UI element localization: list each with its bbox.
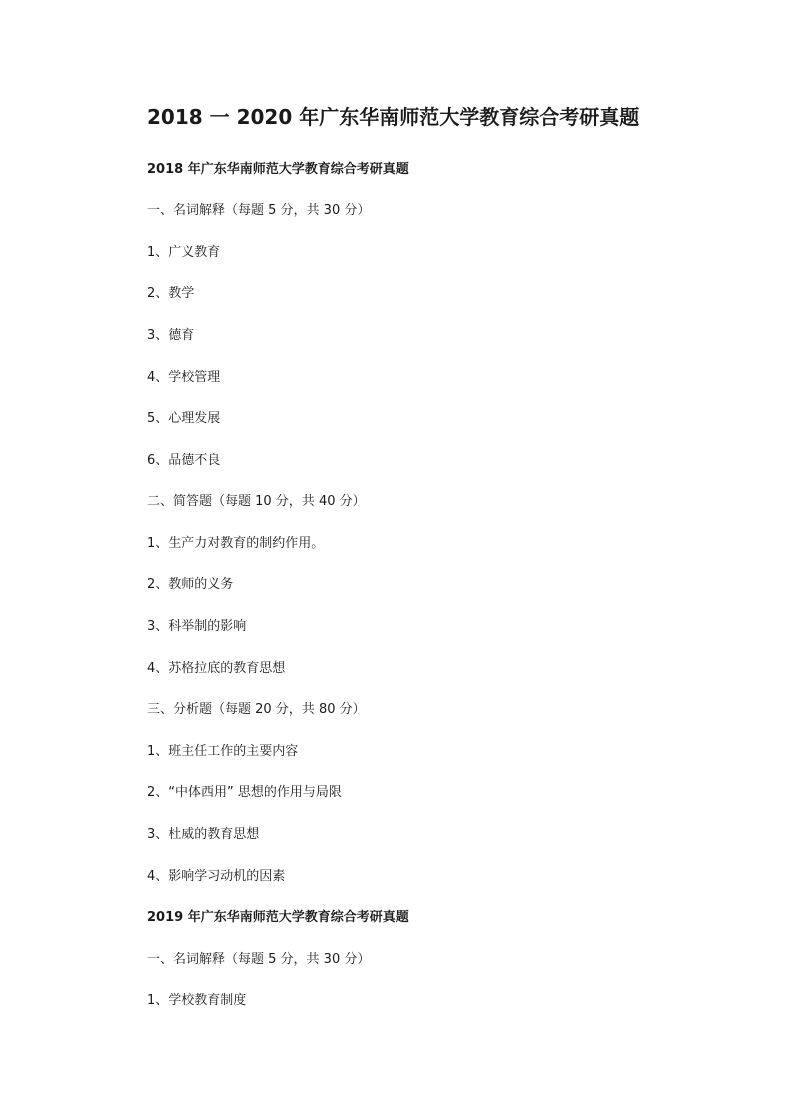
question-item: 3、德育 — [147, 328, 195, 343]
question-item: 6、品德不良 — [147, 453, 221, 468]
question-group-heading: 一、名词解释（每题 5 分，共 30 分） — [147, 952, 371, 967]
question-item: 1、学校教育制度 — [147, 993, 247, 1008]
question-item: 4、苏格拉底的教育思想 — [147, 661, 286, 676]
document-title: 2018 一 2020 年广东华南师范大学教育综合考研真题 — [147, 105, 640, 129]
section-heading-2019: 2019 年广东华南师范大学教育综合考研真题 — [147, 910, 409, 925]
question-item: 3、科举制的影响 — [147, 619, 247, 634]
section-heading-2018: 2018 年广东华南师范大学教育综合考研真题 — [147, 162, 409, 177]
question-group-heading: 一、名词解释（每题 5 分，共 30 分） — [147, 203, 371, 218]
question-group-heading: 三、分析题（每题 20 分，共 80 分） — [147, 702, 366, 717]
question-item: 5、心理发展 — [147, 411, 221, 426]
question-item: 2、“中体西用” 思想的作用与局限 — [147, 785, 342, 800]
question-item: 1、生产力对教育的制约作用。 — [147, 536, 325, 551]
question-item: 3、杜威的教育思想 — [147, 827, 260, 842]
question-item: 2、教师的义务 — [147, 577, 234, 592]
question-item: 2、教学 — [147, 286, 195, 301]
question-group-heading: 二、简答题（每题 10 分，共 40 分） — [147, 494, 366, 509]
question-item: 4、学校管理 — [147, 370, 221, 385]
question-item: 1、广义教育 — [147, 245, 221, 260]
question-item: 1、班主任工作的主要内容 — [147, 744, 299, 759]
question-item: 4、影响学习动机的因素 — [147, 869, 286, 884]
